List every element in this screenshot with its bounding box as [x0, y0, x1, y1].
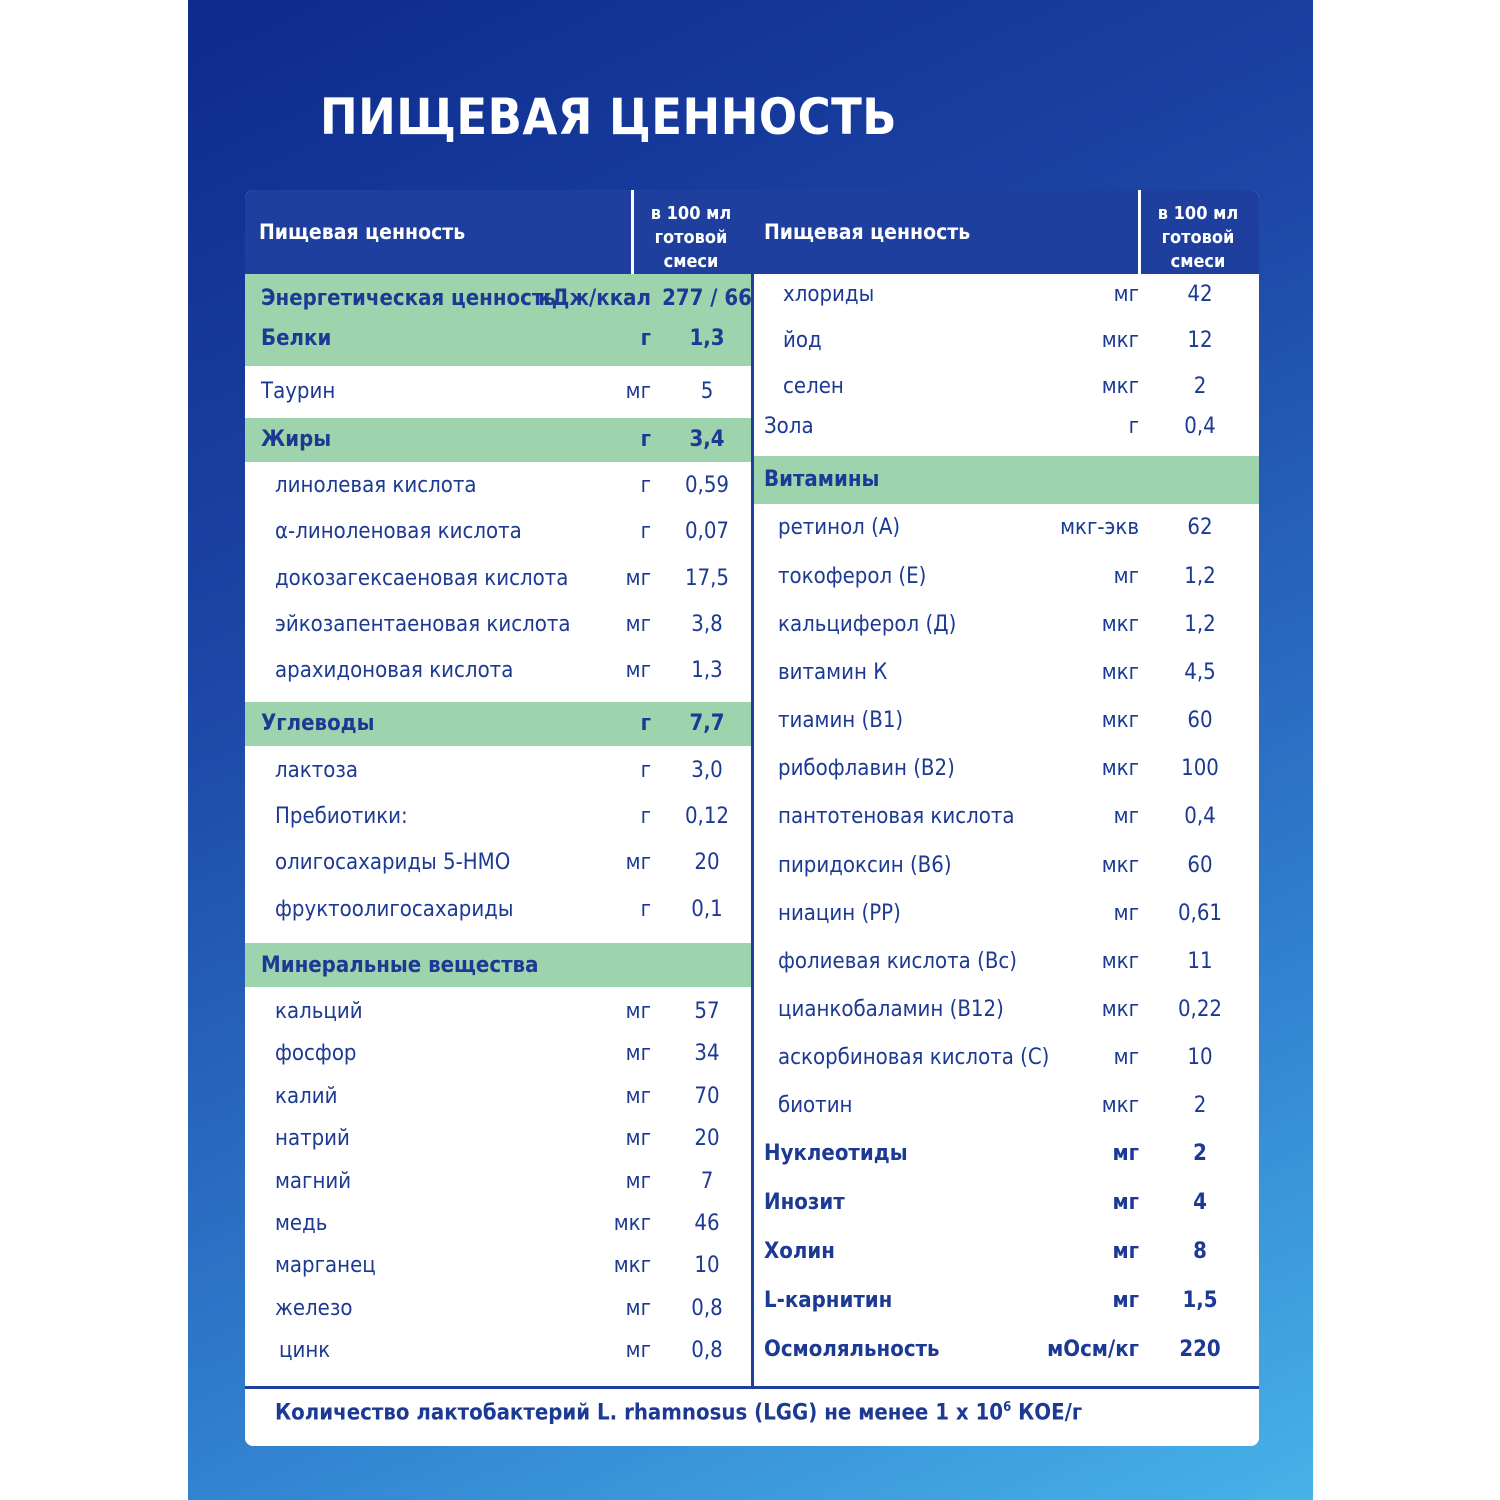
right-header-label: Пищевая ценность — [764, 220, 971, 244]
right-header — [754, 190, 1259, 274]
footer-divider — [245, 1386, 1259, 1389]
header-divider — [1138, 190, 1141, 274]
left-header-value: в 100 мл готовой смеси — [650, 203, 732, 272]
right-header-value: в 100 мл готовой смеси — [1157, 203, 1239, 272]
left-header — [245, 190, 751, 274]
footer-note: Количество лактобактерий L. rhamnosus (LGG) не менее 1 х $10^6$ КОЕ/г — [275, 1400, 1083, 1426]
left-header-label: Пищевая ценность — [259, 220, 466, 244]
nutrition-table: Пищевая ценность в 100 мл готовой смеси Пищевая ценность в 100 мл готовой смеси Энергетическая ценность кДж/ккал 277 / 66 Белки г 1,3 Таурин мг 5 Жиры г 3,4 линолевая кислота г 0,59 α-линоленовая кислота г 0,07 докозагексаеновая кислота мг 17,5 эйкозапентаеновая кислота мг 3,8 арахидоновая кислота мг 1,3 Углеводы г 7,7 лактоза г 3,0 Пребиотики: г 0,12 олигосахариды 5-HMO мг 20 фруктоолигосахариды г 0,1 Минеральные вещества кальций мг 57 фосфор мг 34 калий мг 70 натрий мг 20 магний мг 7 медь мкг 46 марганец мкг 10 железо мг 0,8 цинк мг 0,8 хлориды мг 42 йод мкг 12 селен мкг 2 Зола г 0,4 Витамины ретинол (А) мкг-экв 62 токоферол (Е) мг 1,2 кальциферол (Д) мкг 1,2 витамин К мкг 4,5 тиамин (В1) мкг 60 рибофлавин (В2) мкг 100 пантотеновая кислота мг 0,4 пиридоксин (В6) мкг 60 ниацин (РР) мг 0,61 фолиевая кислота (Вс) мкг 11 цианкобаламин (В12) мкг 0,22 аскорбиновая кислота (С) мг 10 биотин мкг 2 Нуклеотиды мг 2 Инозит мг 4 Холин мг 8 L-карнитин мг 1,5 Осмоляльность мОсм/кг 220 Количество лактобактерий L. rhamnosus (LGG) не менее 1 х $10^6$ КОЕ/г — [245, 190, 1259, 1446]
page-title: ПИЩЕВАЯ ЦЕННОСТЬ — [320, 88, 898, 146]
column-divider — [751, 190, 754, 1386]
header-divider — [631, 190, 634, 274]
